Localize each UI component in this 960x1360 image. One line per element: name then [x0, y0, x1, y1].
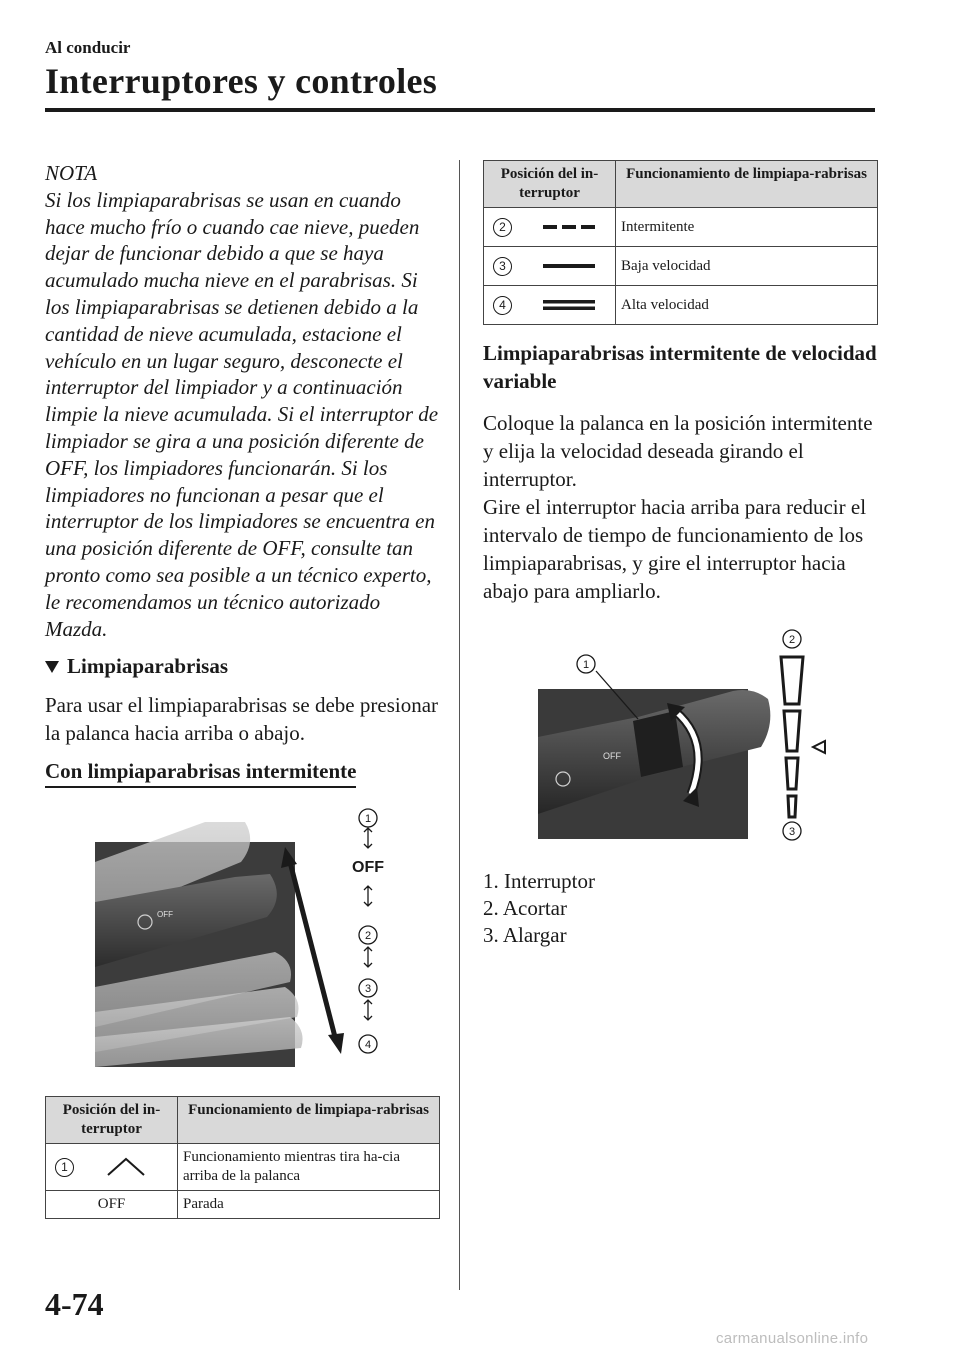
- switch-illustration: [483, 629, 878, 854]
- table1-header-function: Funcionamiento de limpiapa-rabrisas: [178, 1097, 440, 1144]
- note-text: Si los limpiaparabrisas se usan en cuando hace mucho frío o cuando cae nieve, pueden dejar de funcionar debido a que se haya acumulado mucha nieve en el parabrisas. Si los limpiaparabrisas se detienen debido a la cantidad de nieve acumulada, estacione el vehículo en un lugar seguro, desconecte el interruptor del limpiador y a continuación limpie la nieve acumulada. Si el interruptor de limpiador se gira a una posición diferente de OFF, los limpiadores funcionarán. Si los limpiadores no funcionan a pesar que el interruptor de los limpiadores se encuentra en una posición diferente de OFF, consulte tan pronto como sea posible a un técnico experto, le recomendamos un técnico autorizado Mazda.: [45, 187, 439, 641]
- lever-positions-figure: [45, 802, 437, 1072]
- fig2-label-3: 3: [788, 826, 796, 838]
- table1-header-position: Posición del in-terruptor: [46, 1097, 178, 1144]
- fig2-label-1: 1: [582, 659, 590, 671]
- mist-icon: [104, 1156, 148, 1178]
- function-text: Alta velocidad: [616, 286, 878, 325]
- table-row: [484, 247, 878, 286]
- position-table-2: [483, 160, 878, 325]
- watermark: carmanualsonline.info: [716, 1330, 869, 1347]
- position-number: 1: [55, 1158, 74, 1177]
- list-item: 3. Alargar: [483, 923, 567, 947]
- function-text: Intermitente: [616, 208, 878, 247]
- page-title: Interruptores y controles: [45, 61, 438, 101]
- interval-switch-figure: [483, 629, 878, 854]
- page-number: 4-74: [45, 1286, 104, 1322]
- function-text: Parada: [178, 1191, 440, 1219]
- high-speed-icon: [542, 298, 596, 312]
- position-number: 4: [493, 296, 512, 315]
- wipers-heading: [45, 654, 440, 679]
- wipers-heading-text: Limpiaparabrisas: [67, 654, 229, 679]
- low-speed-icon: [542, 261, 596, 271]
- triangle-down-icon: [45, 661, 59, 673]
- variable-heading: Limpiaparabrisas intermitente de velocidad variable: [483, 341, 877, 393]
- fig1-label-3: 3: [364, 983, 372, 996]
- table-row: [484, 286, 878, 325]
- fig1-label-4: 4: [364, 1039, 372, 1052]
- header-divider: [45, 108, 875, 112]
- knob-off-text: OFF: [603, 751, 621, 761]
- variable-paragraph-1: Coloque la palanca en la posición intermitente y elija la velocidad deseada girando el interruptor.: [483, 411, 873, 491]
- fig1-label-2: 2: [364, 930, 372, 943]
- function-text: Funcionamiento mientras tira ha-cia arriba de la palanca: [178, 1144, 440, 1191]
- list-item: 2. Acortar: [483, 896, 567, 920]
- position-number: 2: [493, 218, 512, 237]
- svg-text:OFF: OFF: [157, 910, 173, 920]
- lever-illustration: [45, 802, 437, 1072]
- list-item: 1. Interruptor: [483, 869, 595, 893]
- right-column: [483, 160, 878, 949]
- position-table-1: [45, 1096, 440, 1219]
- fig2-label-2: 2: [788, 634, 796, 646]
- function-text: Baja velocidad: [616, 247, 878, 286]
- table-row: [46, 1144, 440, 1191]
- column-divider: [459, 160, 460, 1290]
- table2-header-function: Funcionamiento de limpiapa-rabrisas: [616, 161, 878, 208]
- wipers-intro: Para usar el limpiaparabrisas se debe presionar la palanca hacia arriba o abajo.: [45, 693, 439, 746]
- fig1-label-1: 1: [364, 813, 372, 826]
- variable-paragraph-2: Gire el interruptor hacia arriba para reducir el intervalo de tiempo de funcionamiento de los limpiaparabrisas, y gire el interruptor hacia abajo para ampliarlo.: [483, 495, 867, 603]
- position-off: OFF: [46, 1191, 178, 1219]
- table-row: [484, 208, 878, 247]
- table-row: [46, 1191, 440, 1219]
- left-column: [45, 160, 440, 1219]
- note-label: NOTA: [45, 161, 98, 185]
- position-number: 3: [493, 257, 512, 276]
- section-label: Al conducir: [45, 38, 131, 57]
- legend-list: [483, 868, 878, 949]
- table2-header-position: Posición del in-terruptor: [484, 161, 616, 208]
- wipers-subheading: Con limpiaparabrisas intermitente: [45, 759, 356, 788]
- fig1-label-off: OFF: [352, 859, 384, 877]
- intermittent-icon: [542, 222, 596, 232]
